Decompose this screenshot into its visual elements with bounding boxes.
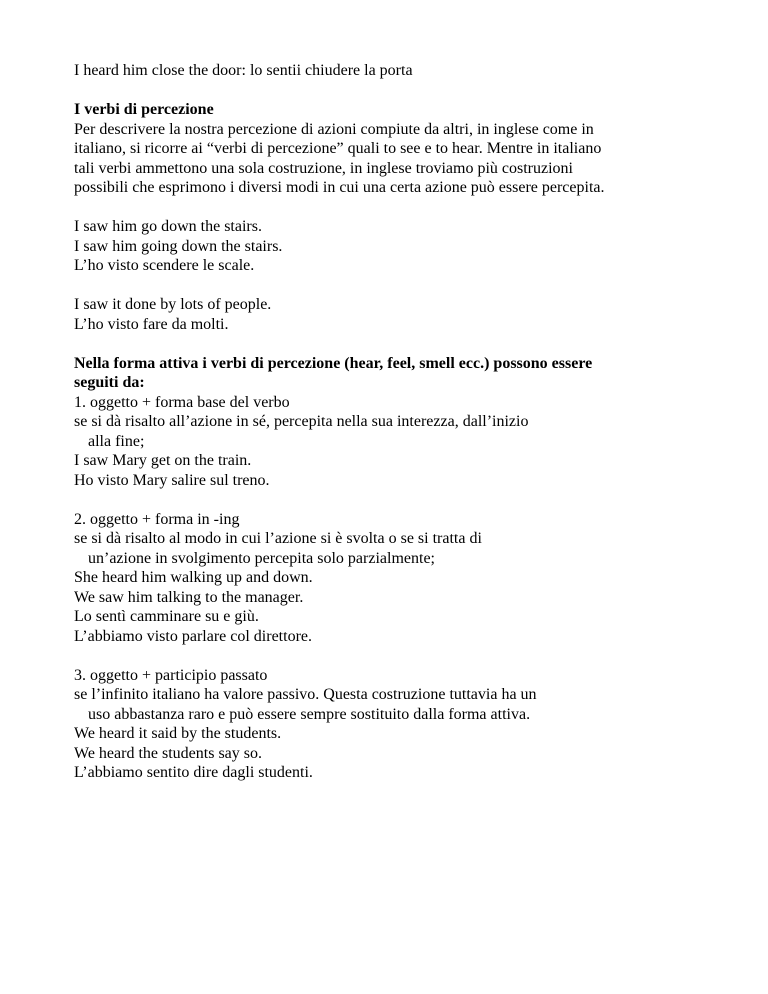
active-form-heading: Nella forma attiva i verbi di percezione (hear, feel, smell ecc.) possono essere [74,354,593,372]
example-line: I saw him going down the stairs. [74,237,283,255]
example-line: I saw him go down the stairs. [74,218,262,235]
point-2-example: She heard him walking up and down. [74,569,313,586]
point-3-title: 3. oggetto + participio passato [74,666,268,684]
intro-sentence: I heard him close the door: lo sentii chiudere la porta [74,62,413,79]
document-body [74,61,714,783]
example-line: L’ho visto fare da molti. [74,315,229,333]
point-2-description: se si dà risalto al modo in cui l’azione si è svolta o se si tratta di [74,530,482,547]
point-2-example: Lo sentì camminare su e giù. [74,608,259,625]
point-3-example: L’abbiamo sentito dire dagli studenti. [74,764,313,781]
example-line: L’ho visto scendere le scale. [74,257,255,274]
point-2-title: 2. oggetto + forma in -ing [74,510,240,528]
point-2-description-cont: un’azione in svolgimento percepita solo parzialmente; [88,549,435,567]
spacer [74,646,714,666]
spacer [74,490,714,510]
active-form-heading: seguiti da: [74,374,145,391]
point-1-description-cont: alla fine; [88,432,145,450]
spacer [74,276,714,296]
point-3-description-cont: uso abbastanza raro e può essere sempre sostituito dalla forma attiva. [88,705,531,723]
point-3-description: se l’infinito italiano ha valore passivo. Questa costruzione tuttavia ha un [74,686,537,703]
point-2-example: We saw him talking to the manager. [74,588,304,606]
paragraph-line: possibili che esprimono i diversi modi in cui una certa azione può essere percepita. [74,179,605,196]
paragraph-line: italiano, si ricorre ai “verbi di percezione” quali to see e to hear. Mentre in italiano [74,140,602,157]
point-3-example: We heard the students say so. [74,744,262,762]
point-1-title: 1. oggetto + forma base del verbo [74,393,290,411]
paragraph-line: tali verbi ammettono una sola costruzione, in inglese troviamo più costruzioni [74,159,573,177]
section-title: I verbi di percezione [74,101,214,118]
point-1-description: se si dà risalto all’azione in sé, percepita nella sua interezza, dall’inizio [74,413,529,430]
point-2-example: L’abbiamo visto parlare col direttore. [74,627,312,645]
point-3-example: We heard it said by the students. [74,725,282,742]
spacer [74,334,714,354]
point-1-example: Ho visto Mary salire sul treno. [74,471,270,489]
example-line: I saw it done by lots of people. [74,296,272,313]
spacer [74,81,714,101]
paragraph-line: Per descrivere la nostra percezione di azioni compiute da altri, in inglese come in [74,120,594,138]
point-1-example: I saw Mary get on the train. [74,452,252,469]
spacer [74,198,714,218]
